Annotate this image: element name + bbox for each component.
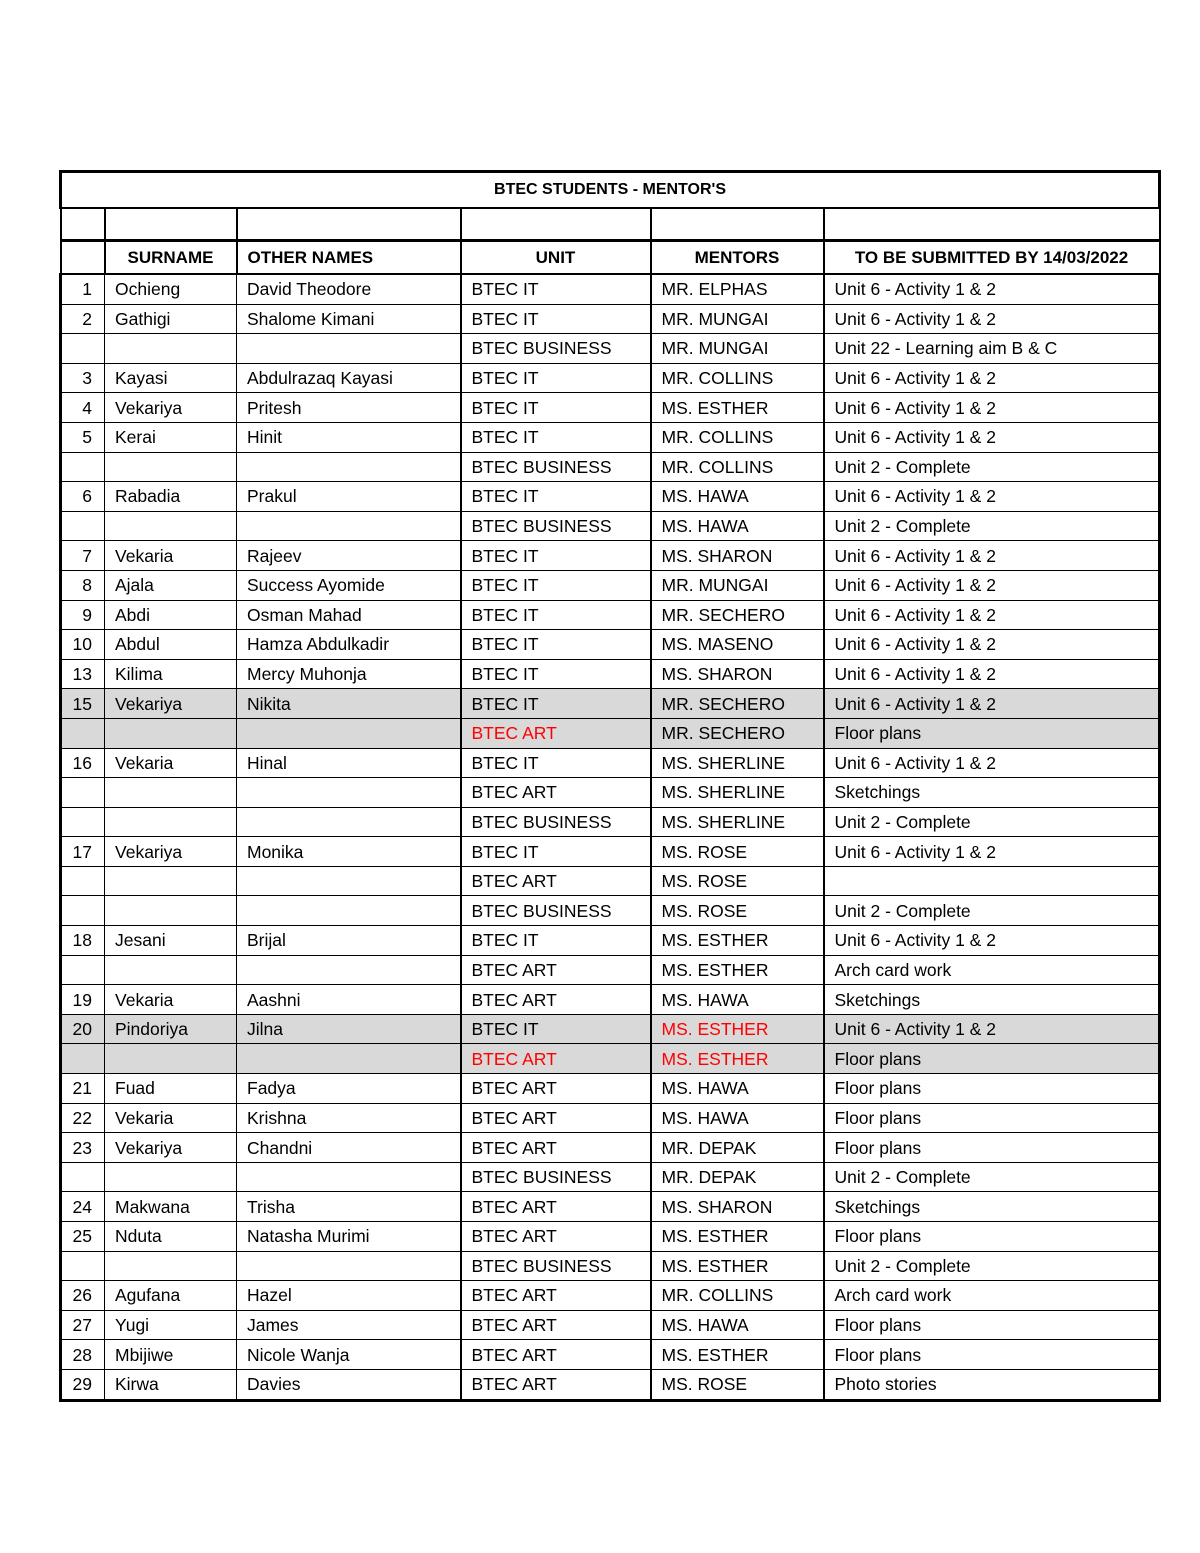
- blank-cell: [651, 208, 824, 241]
- cell-surname: Vekariya: [105, 393, 237, 423]
- table-row: [61, 1340, 1160, 1370]
- cell-unit: BTEC ART: [461, 778, 651, 808]
- cell-other-names: [237, 955, 461, 985]
- cell-number: 28: [61, 1340, 105, 1370]
- cell-other-names: Nicole Wanja: [237, 1340, 461, 1370]
- cell-surname: Vekaria: [105, 541, 237, 571]
- cell-unit: BTEC IT: [461, 304, 651, 334]
- cell-submit: Sketchings: [824, 778, 1160, 808]
- table-row: [61, 1281, 1160, 1311]
- table-row: [61, 955, 1160, 985]
- cell-number: [61, 1162, 105, 1192]
- cell-number: 18: [61, 926, 105, 956]
- cell-submit: Unit 2 - Complete: [824, 896, 1160, 926]
- cell-number: 3: [61, 363, 105, 393]
- table-row: [61, 334, 1160, 364]
- cell-unit: BTEC ART: [461, 1369, 651, 1400]
- cell-unit: BTEC IT: [461, 482, 651, 512]
- cell-number: [61, 778, 105, 808]
- cell-other-names: Hinal: [237, 748, 461, 778]
- cell-number: 24: [61, 1192, 105, 1222]
- cell-mentor: MR. SECHERO: [651, 718, 824, 748]
- cell-number: 10: [61, 630, 105, 660]
- cell-unit: BTEC BUSINESS: [461, 1162, 651, 1192]
- cell-unit: BTEC IT: [461, 363, 651, 393]
- cell-unit: BTEC BUSINESS: [461, 334, 651, 364]
- cell-other-names: Trisha: [237, 1192, 461, 1222]
- cell-surname: Vekariya: [105, 1133, 237, 1163]
- cell-number: 21: [61, 1074, 105, 1104]
- cell-mentor: MR. DEPAK: [651, 1162, 824, 1192]
- cell-submit: [824, 866, 1160, 896]
- title-row: [61, 172, 1160, 209]
- cell-submit: Unit 6 - Activity 1 & 2: [824, 837, 1160, 867]
- cell-submit: Floor plans: [824, 1074, 1160, 1104]
- table-row: [61, 600, 1160, 630]
- cell-submit: Unit 6 - Activity 1 & 2: [824, 482, 1160, 512]
- cell-mentor: MS. ESTHER: [651, 1014, 824, 1044]
- cell-surname: [105, 452, 237, 482]
- cell-surname: Fuad: [105, 1074, 237, 1104]
- table-row: [61, 1014, 1160, 1044]
- cell-mentor: MR. SECHERO: [651, 600, 824, 630]
- cell-mentor: MS. ESTHER: [651, 1340, 824, 1370]
- cell-surname: [105, 511, 237, 541]
- cell-submit: Unit 6 - Activity 1 & 2: [824, 541, 1160, 571]
- cell-other-names: Abdulrazaq Kayasi: [237, 363, 461, 393]
- cell-number: 7: [61, 541, 105, 571]
- table-row: [61, 1044, 1160, 1074]
- cell-number: [61, 334, 105, 364]
- cell-other-names: [237, 866, 461, 896]
- cell-submit: Unit 6 - Activity 1 & 2: [824, 659, 1160, 689]
- table-row: [61, 482, 1160, 512]
- cell-surname: Abdul: [105, 630, 237, 660]
- mentors-table: [59, 170, 1161, 1402]
- cell-other-names: James: [237, 1310, 461, 1340]
- cell-surname: Kirwa: [105, 1369, 237, 1400]
- cell-mentor: MS. HAWA: [651, 1310, 824, 1340]
- table-row: [61, 363, 1160, 393]
- cell-other-names: [237, 334, 461, 364]
- cell-unit: BTEC IT: [461, 837, 651, 867]
- cell-number: 23: [61, 1133, 105, 1163]
- cell-number: 2: [61, 304, 105, 334]
- table-row: [61, 926, 1160, 956]
- cell-number: [61, 452, 105, 482]
- cell-number: 6: [61, 482, 105, 512]
- cell-mentor: MS. SHERLINE: [651, 748, 824, 778]
- cell-number: 29: [61, 1369, 105, 1400]
- cell-unit: BTEC IT: [461, 1014, 651, 1044]
- table-row: [61, 570, 1160, 600]
- cell-submit: Photo stories: [824, 1369, 1160, 1400]
- cell-unit: BTEC ART: [461, 985, 651, 1015]
- cell-other-names: Davies: [237, 1369, 461, 1400]
- cell-number: [61, 1044, 105, 1074]
- cell-number: 25: [61, 1222, 105, 1252]
- blank-cell: [461, 208, 651, 241]
- table-row: [61, 630, 1160, 660]
- cell-surname: Vekariya: [105, 689, 237, 719]
- cell-number: 1: [61, 274, 105, 304]
- table-row: [61, 689, 1160, 719]
- cell-surname: Rabadia: [105, 482, 237, 512]
- cell-mentor: MS. ESTHER: [651, 1044, 824, 1074]
- cell-other-names: [237, 778, 461, 808]
- cell-unit: BTEC ART: [461, 1074, 651, 1104]
- cell-number: 15: [61, 689, 105, 719]
- cell-unit: BTEC ART: [461, 1310, 651, 1340]
- cell-submit: Unit 6 - Activity 1 & 2: [824, 422, 1160, 452]
- cell-number: [61, 896, 105, 926]
- cell-number: 13: [61, 659, 105, 689]
- blank-row: [61, 208, 1160, 241]
- header-unit: UNIT: [461, 241, 651, 275]
- cell-other-names: Hamza Abdulkadir: [237, 630, 461, 660]
- cell-submit: Unit 6 - Activity 1 & 2: [824, 304, 1160, 334]
- cell-other-names: Krishna: [237, 1103, 461, 1133]
- cell-mentor: MS. ESTHER: [651, 393, 824, 423]
- cell-other-names: Jilna: [237, 1014, 461, 1044]
- cell-submit: Unit 6 - Activity 1 & 2: [824, 689, 1160, 719]
- cell-other-names: Chandni: [237, 1133, 461, 1163]
- table-row: [61, 393, 1160, 423]
- cell-submit: Arch card work: [824, 955, 1160, 985]
- cell-submit: Unit 6 - Activity 1 & 2: [824, 1014, 1160, 1044]
- blank-cell: [824, 208, 1160, 241]
- cell-other-names: Osman Mahad: [237, 600, 461, 630]
- cell-submit: Unit 6 - Activity 1 & 2: [824, 600, 1160, 630]
- cell-surname: [105, 1251, 237, 1281]
- cell-unit: BTEC ART: [461, 1222, 651, 1252]
- cell-number: [61, 718, 105, 748]
- cell-unit: BTEC IT: [461, 659, 651, 689]
- cell-submit: Unit 6 - Activity 1 & 2: [824, 363, 1160, 393]
- cell-mentor: MR. COLLINS: [651, 452, 824, 482]
- cell-other-names: David Theodore: [237, 274, 461, 304]
- cell-surname: Nduta: [105, 1222, 237, 1252]
- cell-mentor: MS. ROSE: [651, 837, 824, 867]
- cell-mentor: MS. SHARON: [651, 1192, 824, 1222]
- cell-unit: BTEC BUSINESS: [461, 511, 651, 541]
- cell-other-names: Brijal: [237, 926, 461, 956]
- cell-unit: BTEC BUSINESS: [461, 452, 651, 482]
- cell-submit: Arch card work: [824, 1281, 1160, 1311]
- cell-number: 5: [61, 422, 105, 452]
- blank-cell: [61, 208, 105, 241]
- cell-unit: BTEC IT: [461, 422, 651, 452]
- cell-submit: Floor plans: [824, 718, 1160, 748]
- cell-mentor: MR. MUNGAI: [651, 334, 824, 364]
- table-row: [61, 1222, 1160, 1252]
- cell-submit: Unit 2 - Complete: [824, 511, 1160, 541]
- cell-number: 26: [61, 1281, 105, 1311]
- cell-submit: Unit 2 - Complete: [824, 807, 1160, 837]
- cell-mentor: MR. SECHERO: [651, 689, 824, 719]
- cell-unit: BTEC ART: [461, 718, 651, 748]
- cell-surname: Ajala: [105, 570, 237, 600]
- table-row: [61, 837, 1160, 867]
- table-row: [61, 985, 1160, 1015]
- cell-mentor: MS. HAWA: [651, 511, 824, 541]
- cell-submit: Unit 6 - Activity 1 & 2: [824, 570, 1160, 600]
- table-row: [61, 1251, 1160, 1281]
- cell-surname: Yugi: [105, 1310, 237, 1340]
- cell-unit: BTEC IT: [461, 393, 651, 423]
- header-surname: SURNAME: [105, 241, 237, 275]
- cell-unit: BTEC IT: [461, 689, 651, 719]
- cell-mentor: MS. ESTHER: [651, 926, 824, 956]
- table-row: [61, 452, 1160, 482]
- cell-unit: BTEC IT: [461, 630, 651, 660]
- cell-other-names: [237, 896, 461, 926]
- cell-other-names: [237, 1251, 461, 1281]
- cell-mentor: MS. MASENO: [651, 630, 824, 660]
- cell-submit: Unit 2 - Complete: [824, 452, 1160, 482]
- cell-number: 20: [61, 1014, 105, 1044]
- table-row: [61, 659, 1160, 689]
- cell-unit: BTEC BUSINESS: [461, 807, 651, 837]
- cell-mentor: MR. DEPAK: [651, 1133, 824, 1163]
- cell-surname: Mbijiwe: [105, 1340, 237, 1370]
- cell-unit: BTEC ART: [461, 1281, 651, 1311]
- cell-other-names: [237, 807, 461, 837]
- cell-other-names: Fadya: [237, 1074, 461, 1104]
- table-row: [61, 1074, 1160, 1104]
- cell-surname: [105, 778, 237, 808]
- blank-cell: [237, 208, 461, 241]
- table-row: [61, 1192, 1160, 1222]
- cell-unit: BTEC ART: [461, 866, 651, 896]
- cell-submit: Unit 6 - Activity 1 & 2: [824, 393, 1160, 423]
- cell-number: 16: [61, 748, 105, 778]
- cell-unit: BTEC ART: [461, 955, 651, 985]
- cell-surname: Agufana: [105, 1281, 237, 1311]
- cell-submit: Floor plans: [824, 1310, 1160, 1340]
- cell-submit: Floor plans: [824, 1340, 1160, 1370]
- cell-number: 4: [61, 393, 105, 423]
- cell-submit: Unit 6 - Activity 1 & 2: [824, 748, 1160, 778]
- cell-number: 8: [61, 570, 105, 600]
- cell-number: [61, 1251, 105, 1281]
- cell-other-names: Nikita: [237, 689, 461, 719]
- cell-other-names: Rajeev: [237, 541, 461, 571]
- cell-surname: [105, 718, 237, 748]
- table-row: [61, 866, 1160, 896]
- cell-other-names: [237, 1044, 461, 1074]
- cell-mentor: MS. SHARON: [651, 659, 824, 689]
- cell-submit: Floor plans: [824, 1222, 1160, 1252]
- cell-mentor: MR. COLLINS: [651, 422, 824, 452]
- cell-mentor: MR. ELPHAS: [651, 274, 824, 304]
- cell-submit: Floor plans: [824, 1103, 1160, 1133]
- cell-number: 22: [61, 1103, 105, 1133]
- cell-submit: Unit 2 - Complete: [824, 1251, 1160, 1281]
- cell-surname: Gathigi: [105, 304, 237, 334]
- cell-mentor: MS. HAWA: [651, 1103, 824, 1133]
- cell-mentor: MS. HAWA: [651, 1074, 824, 1104]
- table-row: [61, 748, 1160, 778]
- header-other-names: OTHER NAMES: [237, 241, 461, 275]
- table-row: [61, 274, 1160, 304]
- cell-surname: Abdi: [105, 600, 237, 630]
- table-row: [61, 1103, 1160, 1133]
- cell-mentor: MS. SHARON: [651, 541, 824, 571]
- header-mentors: MENTORS: [651, 241, 824, 275]
- header-num: [61, 241, 105, 275]
- cell-other-names: Prakul: [237, 482, 461, 512]
- cell-number: 27: [61, 1310, 105, 1340]
- cell-submit: Unit 22 - Learning aim B & C: [824, 334, 1160, 364]
- cell-other-names: Pritesh: [237, 393, 461, 423]
- cell-unit: BTEC IT: [461, 600, 651, 630]
- cell-submit: Unit 6 - Activity 1 & 2: [824, 274, 1160, 304]
- cell-surname: Vekaria: [105, 985, 237, 1015]
- cell-mentor: MR. COLLINS: [651, 1281, 824, 1311]
- cell-unit: BTEC IT: [461, 541, 651, 571]
- cell-submit: Sketchings: [824, 985, 1160, 1015]
- cell-unit: BTEC IT: [461, 748, 651, 778]
- cell-mentor: MS. SHERLINE: [651, 807, 824, 837]
- cell-number: [61, 511, 105, 541]
- cell-number: [61, 866, 105, 896]
- cell-other-names: Natasha Murimi: [237, 1222, 461, 1252]
- cell-mentor: MS. ESTHER: [651, 1222, 824, 1252]
- cell-submit: Floor plans: [824, 1133, 1160, 1163]
- cell-other-names: Success Ayomide: [237, 570, 461, 600]
- cell-surname: [105, 955, 237, 985]
- cell-surname: Ochieng: [105, 274, 237, 304]
- table-row: [61, 778, 1160, 808]
- table-row: [61, 1310, 1160, 1340]
- cell-mentor: MS. ROSE: [651, 1369, 824, 1400]
- cell-mentor: MS. ROSE: [651, 866, 824, 896]
- table-row: [61, 511, 1160, 541]
- cell-other-names: [237, 452, 461, 482]
- cell-number: 19: [61, 985, 105, 1015]
- cell-unit: BTEC IT: [461, 570, 651, 600]
- cell-surname: Kayasi: [105, 363, 237, 393]
- cell-mentor: MS. ROSE: [651, 896, 824, 926]
- cell-other-names: Hinit: [237, 422, 461, 452]
- cell-surname: Makwana: [105, 1192, 237, 1222]
- cell-mentor: MS. SHERLINE: [651, 778, 824, 808]
- cell-surname: [105, 1162, 237, 1192]
- table-row: [61, 807, 1160, 837]
- table-row: [61, 422, 1160, 452]
- cell-surname: Kilima: [105, 659, 237, 689]
- cell-mentor: MR. COLLINS: [651, 363, 824, 393]
- cell-surname: Vekaria: [105, 748, 237, 778]
- cell-other-names: [237, 1162, 461, 1192]
- table-row: [61, 304, 1160, 334]
- cell-surname: [105, 1044, 237, 1074]
- header-row: [61, 241, 1160, 275]
- cell-number: [61, 955, 105, 985]
- cell-unit: BTEC BUSINESS: [461, 896, 651, 926]
- cell-other-names: Shalome Kimani: [237, 304, 461, 334]
- table-row: [61, 1162, 1160, 1192]
- table-row: [61, 1369, 1160, 1400]
- cell-other-names: Aashni: [237, 985, 461, 1015]
- cell-submit: Sketchings: [824, 1192, 1160, 1222]
- cell-number: 17: [61, 837, 105, 867]
- cell-unit: BTEC IT: [461, 274, 651, 304]
- blank-cell: [105, 208, 237, 241]
- cell-surname: Vekaria: [105, 1103, 237, 1133]
- cell-surname: [105, 807, 237, 837]
- cell-submit: Unit 2 - Complete: [824, 1162, 1160, 1192]
- table-row: [61, 718, 1160, 748]
- cell-unit: BTEC BUSINESS: [461, 1251, 651, 1281]
- header-submit: TO BE SUBMITTED BY 14/03/2022: [824, 241, 1160, 275]
- cell-unit: BTEC IT: [461, 926, 651, 956]
- cell-other-names: Mercy Muhonja: [237, 659, 461, 689]
- cell-submit: Floor plans: [824, 1044, 1160, 1074]
- cell-unit: BTEC ART: [461, 1340, 651, 1370]
- cell-other-names: [237, 511, 461, 541]
- cell-other-names: Monika: [237, 837, 461, 867]
- cell-other-names: [237, 718, 461, 748]
- table-row: [61, 1133, 1160, 1163]
- cell-mentor: MS. ESTHER: [651, 955, 824, 985]
- cell-number: [61, 807, 105, 837]
- cell-other-names: Hazel: [237, 1281, 461, 1311]
- cell-mentor: MR. MUNGAI: [651, 304, 824, 334]
- cell-surname: Pindoriya: [105, 1014, 237, 1044]
- cell-surname: Kerai: [105, 422, 237, 452]
- cell-surname: Vekariya: [105, 837, 237, 867]
- cell-mentor: MS. HAWA: [651, 482, 824, 512]
- cell-mentor: MS. HAWA: [651, 985, 824, 1015]
- cell-surname: [105, 896, 237, 926]
- table-title: BTEC STUDENTS - MENTOR'S: [61, 172, 1160, 209]
- cell-number: 9: [61, 600, 105, 630]
- cell-unit: BTEC ART: [461, 1192, 651, 1222]
- table-row: [61, 896, 1160, 926]
- cell-submit: Unit 6 - Activity 1 & 2: [824, 630, 1160, 660]
- cell-unit: BTEC ART: [461, 1103, 651, 1133]
- cell-surname: [105, 866, 237, 896]
- cell-surname: [105, 334, 237, 364]
- cell-surname: Jesani: [105, 926, 237, 956]
- cell-mentor: MR. MUNGAI: [651, 570, 824, 600]
- table-row: [61, 541, 1160, 571]
- cell-submit: Unit 6 - Activity 1 & 2: [824, 926, 1160, 956]
- cell-unit: BTEC ART: [461, 1133, 651, 1163]
- cell-unit: BTEC ART: [461, 1044, 651, 1074]
- cell-mentor: MS. ESTHER: [651, 1251, 824, 1281]
